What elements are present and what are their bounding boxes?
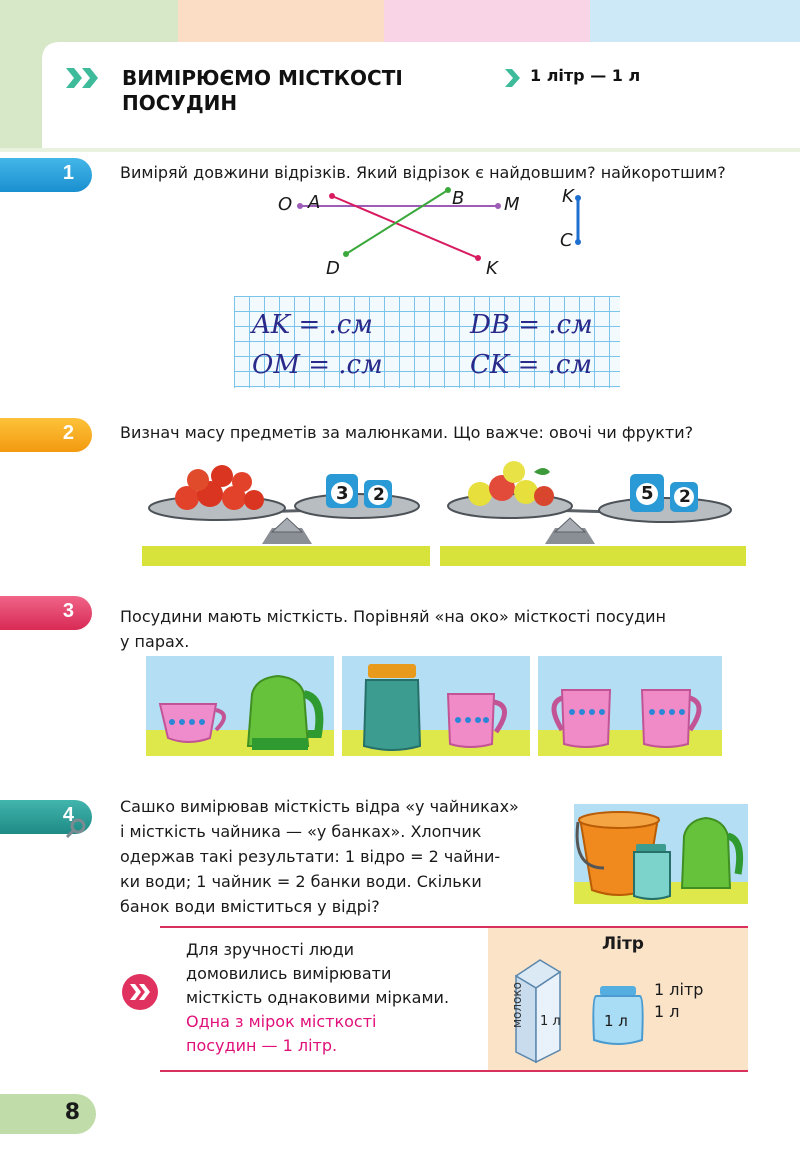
kettle-small-icon	[672, 806, 746, 898]
mug-right-icon	[638, 686, 718, 752]
task-1-text: Виміряй довжини відрізків. Який відрізок є найдовшим? найкоротшим?	[120, 163, 726, 182]
weight-5: 5	[641, 483, 654, 504]
label-k: K	[486, 258, 498, 279]
segments-diagram	[270, 186, 610, 286]
scale-vegetables-illustration	[142, 458, 430, 568]
page-subtitle: 1 літр — 1 л	[530, 66, 641, 85]
jar-small-icon	[630, 842, 674, 902]
task-3-tab: 3	[0, 596, 92, 630]
label-b: B	[452, 188, 465, 209]
page-number-tab	[0, 1094, 96, 1134]
weight-2-right: 2	[679, 487, 691, 507]
carton-label: молоко	[510, 982, 524, 1028]
litre-panel-title: Літр	[602, 934, 644, 954]
notebook-row-1-left: AK = .см	[252, 310, 373, 340]
mug-left-icon	[548, 686, 628, 752]
mug-icon	[444, 690, 518, 752]
label-k-top: K	[562, 186, 574, 207]
segment-db	[346, 190, 448, 254]
legend-line-2: 1 л	[654, 1002, 680, 1021]
info-chevron-icon	[120, 972, 160, 1012]
label-o: O	[278, 194, 293, 215]
legend-line-1: 1 літр	[654, 980, 704, 999]
weight-3: 3	[336, 483, 349, 504]
carton-volume: 1 л	[540, 1014, 561, 1029]
pair-jar-mug	[342, 656, 530, 756]
kettle-icon	[238, 664, 328, 754]
task-4-text: Сашко вимірював місткість відра «у чайниках» і місткість чайника — «у банках». Хлопчик одержав такі результати: 1 відро = 2 чайни- ки води; 1 чайник = 2 банки води. Скільки банок води вміститься у відрі?	[120, 797, 519, 916]
jar-icon	[360, 662, 430, 754]
bucket-kettle-jar-illustration	[574, 804, 748, 904]
label-m: M	[504, 194, 520, 215]
page-number: 8	[64, 1100, 80, 1125]
pair-two-mugs	[538, 656, 722, 756]
jar-volume: 1 л	[604, 1012, 628, 1030]
litre-panel	[488, 928, 748, 1070]
label-d: D	[326, 258, 340, 279]
cup-icon	[156, 700, 236, 750]
info-text: Для зручності люди домовились вимірювати місткість однаковими мірками. Одна з мірок місткості посудин — 1 літр.	[186, 940, 450, 1055]
info-box-bottom-border	[160, 1070, 748, 1072]
task-4-tab: 4	[0, 800, 92, 834]
page-title: ВИМІРЮЄМО МІСТКОСТІ ПОСУДИН	[122, 66, 403, 115]
scale-fruits-illustration	[440, 458, 746, 568]
weight-2-left: 2	[373, 485, 385, 505]
task-1-tab: 1	[0, 158, 92, 192]
task-2-text: Визнач масу предметів за малюнками. Що важче: овочі чи фрукти?	[120, 423, 694, 442]
task-3-text: Посудини мають місткість. Порівняй «на око» місткості посудин у парах.	[120, 607, 666, 651]
notebook-row-1-right: DB = .см	[470, 310, 593, 340]
label-a: A	[308, 192, 321, 213]
double-chevron-icon	[66, 68, 102, 88]
pair-cup-kettle	[146, 656, 334, 756]
chevron-icon	[505, 69, 521, 87]
label-c: C	[560, 230, 573, 251]
notebook-row-2-left: OM = .см	[252, 350, 383, 380]
task-2-tab: 2	[0, 418, 92, 452]
magnifier-icon	[64, 816, 88, 840]
notebook-row-2-right: CK = .см	[470, 350, 593, 380]
